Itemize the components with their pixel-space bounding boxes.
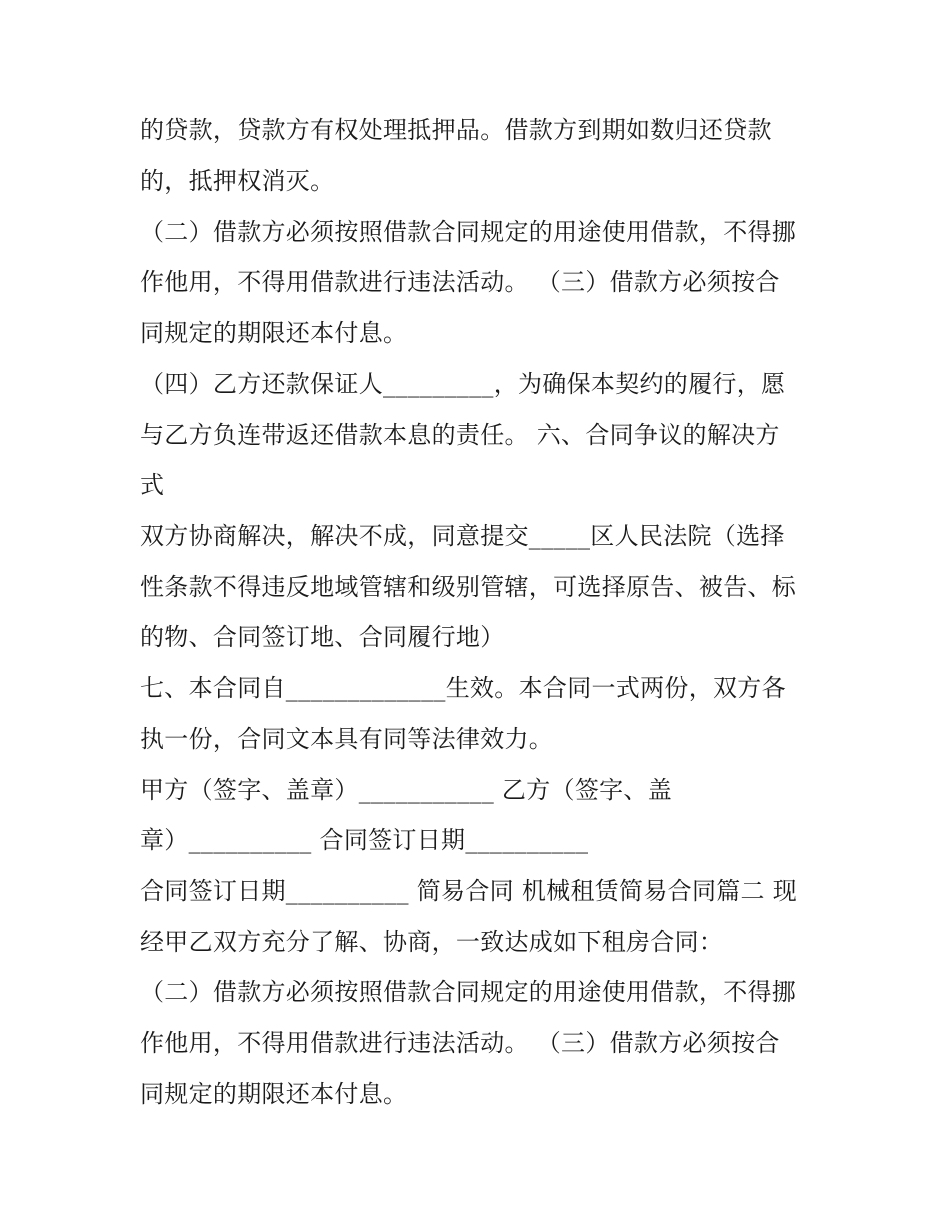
text-line: 的物、合同签订地、合同履行地）	[140, 623, 505, 651]
text-line: 执一份，合同文本具有同等法律效力。	[140, 725, 554, 753]
text-line: 同规定的期限还本付息。	[140, 319, 408, 347]
text-line: 作他用，不得用借款进行违法活动。 （三）借款方必须按合	[140, 268, 780, 296]
text-line: 双方协商解决，解决不成，同意提交_____区人民法院（选择	[140, 522, 785, 550]
text-line: 同规定的期限还本付息。	[140, 1080, 408, 1108]
text-line: 七、本合同自_____________生效。本合同一式两份，双方各	[140, 674, 786, 702]
text-line: （四）乙方还款保证人_________，为确保本契约的履行，愿	[140, 370, 786, 398]
text-line: 式	[140, 471, 165, 499]
text-line: 的贷款，贷款方有权处理抵押品。借款方到期如数归还贷款	[140, 116, 772, 144]
text-line: 性条款不得违反地域管辖和级别管辖，可选择原告、被告、标	[140, 573, 797, 601]
text-line: 经甲乙双方充分了解、协商，一致达成如下租房合同：	[140, 928, 724, 956]
text-line: 与乙方负连带返还借款本息的责任。 六、合同争议的解决方	[140, 421, 780, 449]
text-line: （二）借款方必须按照借款合同规定的用途使用借款，不得挪	[140, 978, 797, 1006]
text-line: 作他用，不得用借款进行违法活动。 （三）借款方必须按合	[140, 1029, 780, 1057]
text-line: 的，抵押权消灭。	[140, 167, 335, 195]
text-line: 甲方（签字、盖章）___________ 乙方（签字、盖	[140, 776, 673, 804]
text-line: （二）借款方必须按照借款合同规定的用途使用借款，不得挪	[140, 218, 797, 246]
text-line: 合同签订日期__________ 简易合同 机械租赁简易合同篇二 现	[140, 877, 798, 905]
text-line: 章）__________ 合同签订日期__________	[140, 826, 589, 854]
